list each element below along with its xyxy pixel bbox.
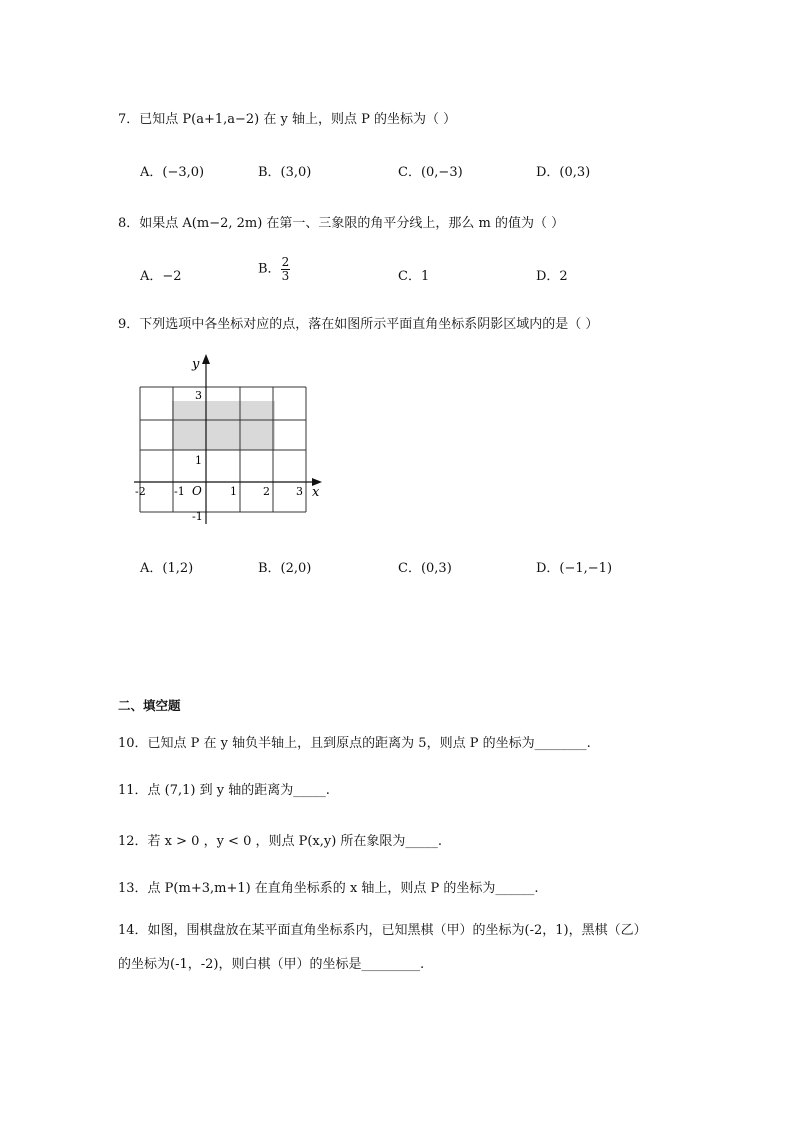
- question-9-text: 9．下列选项中各坐标对应的点，落在如图所示平面直角坐标系阴影区域内的是（ ）: [118, 317, 599, 332]
- q9-option-a[interactable]: A．(1,2): [140, 561, 194, 576]
- q8-option-c[interactable]: C．1: [398, 269, 430, 284]
- question-8-text: 8．如果点 A(m−2, 2m) 在第一、三象限的角平分线上，那么 m 的值为（ ）: [118, 216, 565, 231]
- y-tick-label: 3: [195, 389, 202, 402]
- x-tick-label: 3: [296, 485, 303, 498]
- x-axis-label: x: [312, 485, 320, 500]
- x-tick-label: 2: [263, 485, 270, 498]
- question-11-text: 11．点 (7,1) 到 y 轴的距离为_____.: [118, 783, 330, 798]
- question-14-line-1: 14．如图，围棋盘放在某平面直角坐标系内，已知黑棋（甲）的坐标为(-2，1)，黑棋（乙）: [118, 923, 647, 938]
- fraction: [281, 256, 291, 282]
- q7-option-b[interactable]: B．(3,0): [258, 165, 312, 180]
- y-tick-label: 1: [195, 454, 202, 467]
- q9-option-c[interactable]: C．(0,3): [398, 561, 452, 576]
- q7-option-a[interactable]: A．(−3,0): [140, 165, 205, 180]
- y-tick-label: -1: [192, 510, 203, 523]
- x-tick-label: -2: [135, 485, 146, 498]
- q8-option-b-prefix: B．: [258, 261, 281, 277]
- q8-option-b[interactable]: [258, 256, 290, 282]
- x-tick-label: 1: [230, 485, 237, 498]
- q9-option-d[interactable]: D．(−1,−1): [536, 561, 613, 576]
- origin-label: O: [192, 484, 202, 498]
- question-12-text: 12．若 x > 0 ，y < 0 ，则点 P(x,y) 所在象限为_____.: [118, 834, 443, 849]
- q8-option-d[interactable]: D．2: [536, 269, 568, 284]
- q9-option-b[interactable]: B．(2,0): [258, 561, 312, 576]
- y-axis-label: y: [192, 357, 200, 372]
- q7-option-c[interactable]: C．(0,−3): [398, 165, 463, 180]
- fraction-numerator: 2: [281, 255, 290, 269]
- coordinate-grid-figure: [130, 350, 330, 535]
- question-13-text: 13．点 P(m+3,m+1) 在直角坐标系的 x 轴上，则点 P 的坐标为______.: [118, 881, 539, 896]
- x-tick-label: -1: [174, 485, 185, 498]
- fraction-denominator: 3: [281, 268, 290, 283]
- shaded-region: [172, 401, 275, 450]
- section-title: 二、填空题: [118, 698, 181, 713]
- question-14-line-2: 的坐标为(-1，-2)，则白棋（甲）的坐标是_________.: [118, 957, 425, 972]
- q7-option-d[interactable]: D．(0,3): [536, 165, 591, 180]
- q8-option-a[interactable]: A．−2: [140, 269, 182, 284]
- y-axis-arrow: [202, 354, 210, 364]
- question-7-text: 7．已知点 P(a+1,a−2) 在 y 轴上，则点 P 的坐标为（ ）: [118, 112, 457, 127]
- question-10-text: 10．已知点 P 在 y 轴负半轴上，且到原点的距离为 5，则点 P 的坐标为________.: [118, 736, 591, 751]
